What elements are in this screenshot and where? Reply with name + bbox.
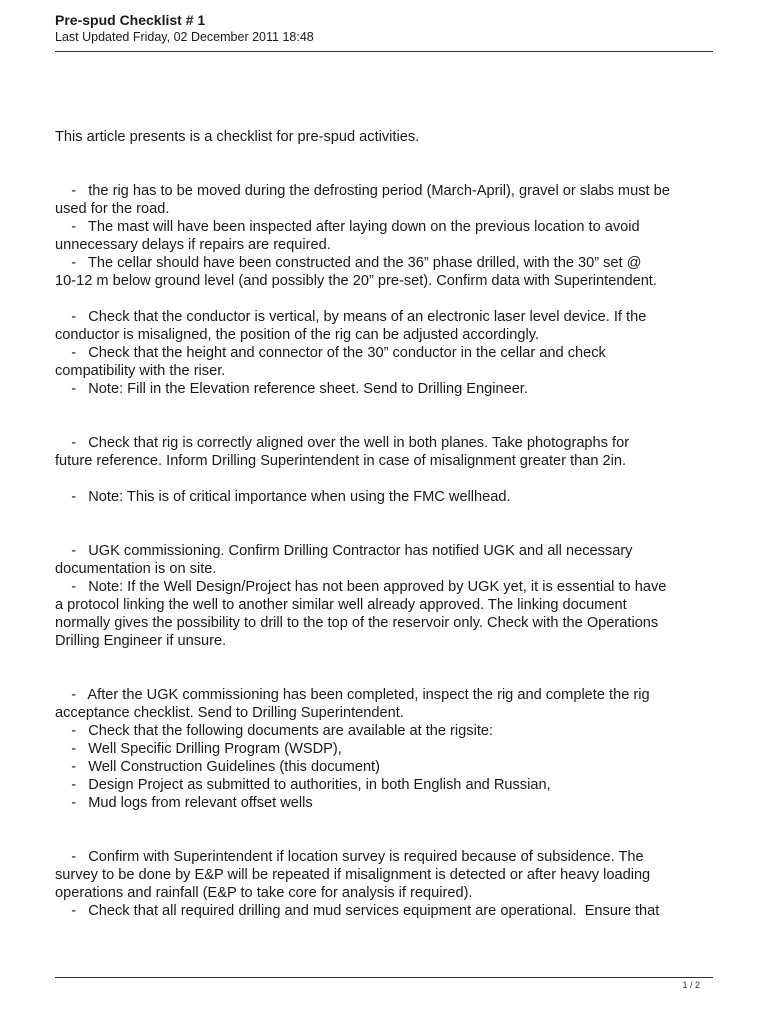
intro-paragraph: This article presents is a checklist for pre-spud activities. [55,129,420,145]
page-number: 1 / 2 [682,980,700,990]
spacer [55,650,715,686]
body-line: - Design Project as submitted to authorities, in both English and Russian, [55,777,551,793]
body-line: unnecessary delays if repairs are required. [55,237,331,253]
body-line: - Well Construction Guidelines (this document) [55,759,380,775]
body-line: Drilling Engineer if unsure. [55,633,227,649]
body-line: - The mast will have been inspected after laying down on the previous location to avoid [55,219,640,235]
body-line: compatibility with the riser. [55,363,226,379]
body-line: - Check that rig is correctly aligned over the well in both planes. Take photographs for [55,435,630,451]
body-line: future reference. Inform Drilling Superintendent in case of misalignment greater than 2in. [55,453,627,469]
last-updated: Last Updated Friday, 02 December 2011 18:48 [55,30,314,44]
spacer [55,398,715,434]
spacer [55,146,715,182]
spacer [55,812,715,848]
spacer [55,290,715,308]
body-line: - UGK commissioning. Confirm Drilling Contractor has notified UGK and all necessary [55,543,633,559]
body-line: - The cellar should have been constructed and the 36” phase drilled, with the 30” set @ [55,255,642,271]
footer-divider [55,977,713,978]
body-line: - Note: This is of critical importance when using the FMC wellhead. [55,489,511,505]
body-line: - Check that all required drilling and mud services equipment are operational. Ensure that [55,903,660,919]
page-header [55,12,713,45]
body-line: survey to be done by E&P will be repeated if misalignment is detected or after heavy loading [55,867,651,883]
spacer [55,470,715,488]
body-line: - Check that the height and connector of the 30” conductor in the cellar and check [55,345,606,361]
body-line: - Note: Fill in the Elevation reference sheet. Send to Drilling Engineer. [55,381,528,397]
body-line: a protocol linking the well to another similar well already approved. The linking document [55,597,627,613]
body-line: conductor is misaligned, the position of the rig can be adjusted accordingly. [55,327,540,343]
body-line: - Check that the conductor is vertical, by means of an electronic laser level device. If the [55,309,647,325]
body-line: - the rig has to be moved during the defrosting period (March-April), gravel or slabs must be [55,183,670,199]
spacer [55,506,715,542]
body-line: - Check that the following documents are available at the rigsite: [55,723,494,739]
body-line: - Confirm with Superintendent if location survey is required because of subsidence. The [55,849,644,865]
body-line: - Mud logs from relevant offset wells [55,795,313,811]
body-line: operations and rainfall (E&P to take core for analysis if required). [55,885,473,901]
body-line: - After the UGK commissioning has been completed, inspect the rig and complete the rig [55,687,650,703]
document-title: Pre-spud Checklist # 1 [55,12,206,28]
body-line: acceptance checklist. Send to Drilling Superintendent. [55,705,404,721]
article-body [55,128,715,920]
body-line: documentation is on site. [55,561,217,577]
header-divider [55,51,713,52]
body-line: normally gives the possibility to drill to the top of the reservoir only. Check with the Operations [55,615,659,631]
body-line: - Well Specific Drilling Program (WSDP), [55,741,342,757]
body-line: 10-12 m below ground level (and possibly the 20” pre-set). Confirm data with Superintendent. [55,273,657,289]
body-line: used for the road. [55,201,170,217]
body-line: - Note: If the Well Design/Project has not been approved by UGK yet, it is essential to have [55,579,667,595]
